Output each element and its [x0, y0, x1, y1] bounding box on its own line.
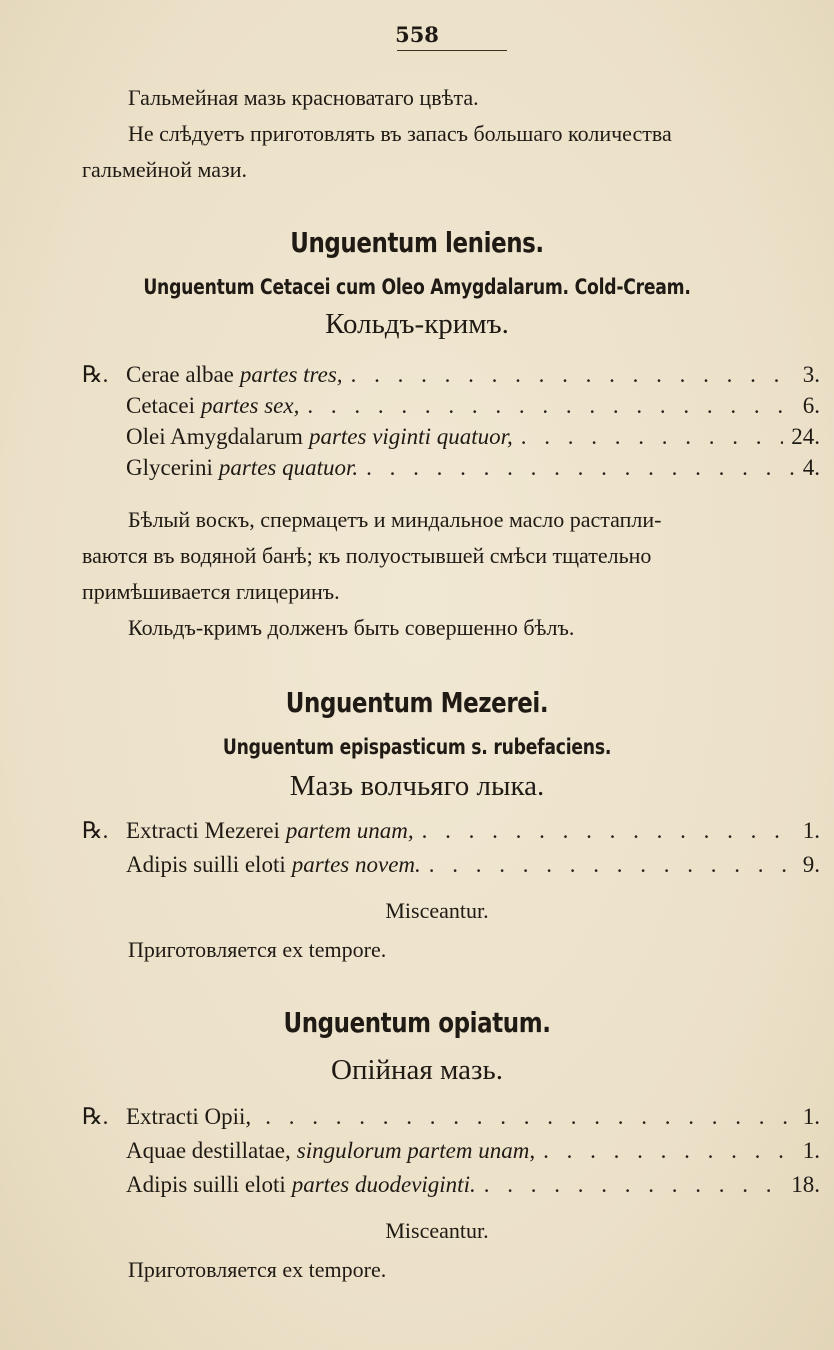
ingredient-name: Adipis suilli eloti [126, 1172, 286, 1197]
leader-dots [484, 1172, 784, 1198]
section-3-title: Unguentum opiatum. [283, 1006, 551, 1039]
ingredient-name: Extracti Opii, [126, 1104, 252, 1129]
recipe-row [82, 424, 820, 454]
ingredient-quantity-latin: singulorum partem unam, [296, 1138, 536, 1163]
ingredient-amount: 24. [791, 424, 820, 449]
leader-dots [307, 393, 794, 419]
rx-symbol: ℞. [82, 1104, 109, 1129]
section-2-russian-title: Мазь волчьяго лыка. [289, 770, 545, 802]
ingredient-amount: 1. [802, 818, 820, 843]
section-2-title: Unguentum Mezerei. [285, 686, 549, 719]
rx-symbol: ℞. [82, 818, 109, 843]
ingredient-amount: 9. [802, 852, 820, 877]
recipe-row [82, 362, 820, 392]
rx-symbol: ℞. [82, 362, 109, 387]
intro-line-2: Не слѣдуетъ приготовлять въ запасъ большаго количества [128, 121, 672, 146]
section-1-text-line-3: примѣшивается глицеринъ. [82, 579, 340, 604]
recipe-row [82, 1104, 820, 1134]
ingredient-amount: 18. [791, 1172, 820, 1197]
section-2-misceantur: Misceantur. [385, 898, 489, 923]
ingredient-name: Cerae albae [126, 362, 234, 387]
ingredient-quantity-latin: partes novem. [291, 852, 421, 877]
section-1-text-line-1: Бѣлый воскъ, спермацетъ и миндальное масло растапли- [128, 507, 662, 532]
ingredient-name: Adipis suilli eloti [126, 852, 286, 877]
section-2-note: Приготовляется ex tempore. [128, 937, 387, 962]
ingredient-name: Olei Amygdalarum [126, 424, 303, 449]
ingredient-amount: 1. [802, 1138, 820, 1163]
recipe-row [82, 393, 820, 423]
ingredient-amount: 1. [802, 1104, 820, 1129]
intro-line-3: гальмейной мази. [82, 157, 247, 182]
page-number: 558 [395, 22, 439, 47]
section-3-russian-title: Опiйная мазь. [331, 1054, 503, 1086]
section-3-misceantur: Misceantur. [385, 1218, 489, 1243]
page-number-rule [397, 50, 507, 51]
leader-dots [543, 1138, 795, 1164]
ingredient-amount: 3. [802, 362, 820, 387]
ingredient-quantity-latin: partes duodeviginti. [291, 1172, 476, 1197]
leader-dots [366, 455, 795, 481]
ingredient-quantity-latin: partes viginti quatuor, [308, 424, 513, 449]
recipe-row [82, 1172, 820, 1202]
ingredient-amount: 6. [802, 393, 820, 418]
ingredient-quantity-latin: partes sex, [200, 393, 300, 418]
ingredient-name: Cetacei [126, 393, 195, 418]
ingredient-name: Extracti Mezerei [126, 818, 280, 843]
ingredient-quantity-latin: partes quatuor. [218, 455, 359, 480]
recipe-row [82, 852, 820, 882]
leader-dots [429, 852, 795, 878]
intro-line-1: Гальмейная мазь красноватаго цвѣта. [128, 85, 479, 110]
recipe-row [82, 1138, 820, 1168]
recipe-row [82, 455, 820, 485]
leader-dots [521, 424, 784, 450]
section-1-text-line-4: Кольдъ-кримъ долженъ быть совершенно бѣлъ. [128, 615, 575, 640]
recipe-row [82, 818, 820, 848]
ingredient-name: Aquae destillatae, [126, 1138, 291, 1163]
section-1-russian-title: Кольдъ-кримъ. [325, 308, 509, 340]
section-1-subtitle: Unguentum Cetacei cum Oleo Amygdalarum. Cold-Cream. [143, 275, 691, 299]
ingredient-quantity-latin: partem unam, [285, 818, 414, 843]
ingredient-amount: 4. [802, 455, 820, 480]
leader-dots [265, 1104, 795, 1130]
ingredient-name: Glycerini [126, 455, 213, 480]
leader-dots [422, 818, 795, 844]
ingredient-quantity-latin: partes tres, [239, 362, 343, 387]
section-1-title: Unguentum leniens. [290, 226, 544, 259]
section-2-subtitle: Unguentum epispasticum s. rubefaciens. [222, 735, 612, 759]
section-1-text-line-2: ваются въ водяной банѣ; къ полуостывшей смѣси тщательно [82, 543, 652, 568]
section-3-note: Приготовляется ex tempore. [128, 1257, 387, 1282]
leader-dots [351, 362, 795, 388]
